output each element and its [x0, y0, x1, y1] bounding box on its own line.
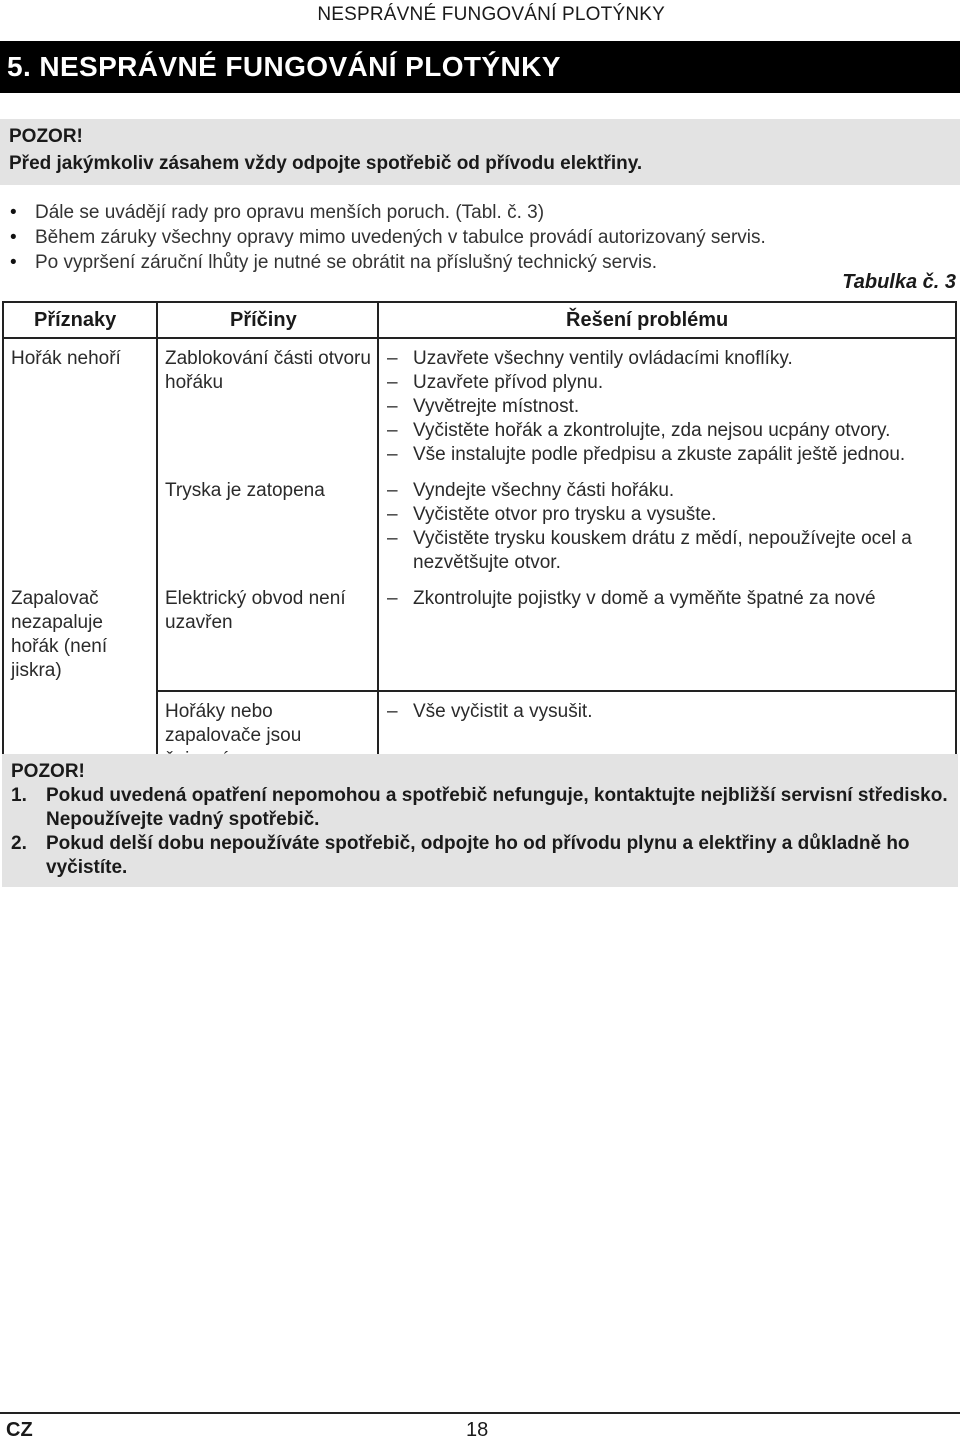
- bullet-item: • Během záruky všechny opravy mimo uvedených v tabulce provádí autorizovaný servis.: [10, 225, 950, 250]
- section-title: 5. NESPRÁVNÉ FUNGOVÁNÍ PLOTÝNKY: [7, 51, 561, 82]
- solution-item: – Vyčistěte otvor pro trysku a vysušte.: [387, 503, 949, 527]
- warning-item-text: Pokud uvedená opatření nepomohou a spotřebič nefunguje, kontaktujte nejbližší servisní středisko. Nepoužívejte vadný spotřebič.: [46, 785, 948, 830]
- section-title-bar: [0, 41, 960, 93]
- table-row: [3, 475, 956, 583]
- table-caption: Tabulka č. 3: [842, 271, 956, 293]
- table-header-row: [3, 302, 956, 338]
- table-row: [3, 583, 956, 691]
- solution-item: – Uzavřete všechny ventily ovládacími knoflíky.: [387, 347, 949, 371]
- solution-cell: [378, 583, 956, 691]
- solution-item: – Vyndejte všechny části hořáku.: [387, 479, 949, 503]
- cause-cell: Zablokování části otvoru hořáku: [157, 338, 378, 475]
- footer-language: CZ: [6, 1419, 33, 1441]
- cause-cell: Tryska je zatopena: [157, 475, 378, 583]
- warning-item: [11, 784, 949, 832]
- warning-item-number: 1.: [11, 785, 27, 806]
- symptom-cell: Zapalovač nezapaluje hořák (není jiskra): [3, 583, 157, 691]
- solution-item: – Vše instalujte podle předpisu a zkuste zapálit ještě jednou.: [387, 443, 949, 467]
- solution-item: – Uzavřete přívod plynu.: [387, 371, 949, 395]
- solution-cell: [378, 475, 956, 583]
- solution-list: [387, 347, 949, 467]
- troubleshooting-table: [2, 301, 957, 782]
- warning-box-bottom: [2, 754, 958, 887]
- bullet-item: • Po vypršení záruční lhůty je nutné se obrátit na příslušný technický servis.: [10, 250, 950, 275]
- header-solutions: Řešení problému: [378, 302, 956, 338]
- warning-box-top: [0, 119, 960, 185]
- solution-list: [387, 479, 949, 575]
- header-causes: Příčiny: [157, 302, 378, 338]
- cause-cell: Hořáky nebo zapalovače jsou: [157, 691, 378, 781]
- symptom-cell: Hořák nehoří: [3, 338, 157, 475]
- symptom-cell: [3, 475, 157, 583]
- bullet-item: • Dále se uvádějí rady pro opravu menších poruch. (Tabl. č. 3): [10, 200, 950, 225]
- header-symptoms: Příznaky: [3, 302, 157, 338]
- solution-item: – Vyvětrejte místnost.: [387, 395, 949, 419]
- cause-cell: Elektrický obvod není uzavřen: [157, 583, 378, 691]
- warning-item-number: 2.: [11, 833, 27, 854]
- info-bullet-list: [10, 200, 950, 275]
- solution-item: – Vyčistěte trysku kouskem drátu z mědí, nepoužívejte ocel a nezvětšujte otvor.: [387, 527, 949, 575]
- warning-item: [11, 832, 949, 880]
- warning-text: Před jakýmkoliv zásahem vždy odpojte spotřebič od přívodu elektřiny.: [9, 153, 643, 174]
- warning-label: POZOR!: [11, 761, 85, 782]
- warning-label: POZOR!: [9, 126, 83, 147]
- table-row: [3, 338, 956, 475]
- solution-item: – Vyčistěte hořák a zkontrolujte, zda nejsou ucpány otvory.: [387, 419, 949, 443]
- running-header: NESPRÁVNÉ FUNGOVÁNÍ PLOTÝNKY: [317, 4, 665, 25]
- solution-cell: [378, 338, 956, 475]
- solution-list: [387, 587, 949, 611]
- solution-list: [387, 700, 949, 724]
- footer-divider: [0, 1412, 960, 1414]
- warning-item-text: Pokud delší dobu nepoužíváte spotřebič, odpojte ho od přívodu plynu a elektřiny a důkladně ho vyčistíte.: [46, 833, 910, 878]
- solution-item: – Zkontrolujte pojistky v domě a vyměňte špatné za nové: [387, 587, 949, 611]
- solution-item: – Vše vyčistit a vysušit.: [387, 700, 949, 724]
- page-number: 18: [466, 1419, 489, 1441]
